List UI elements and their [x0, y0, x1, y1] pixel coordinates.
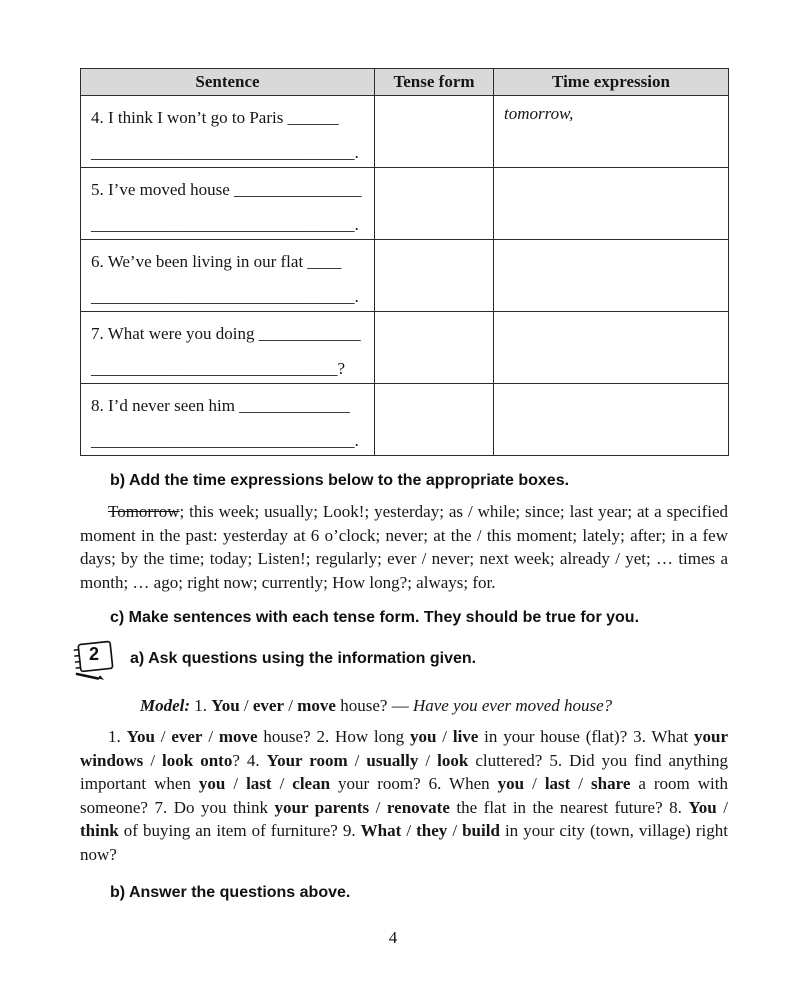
- time-expression-cell: tomorrow,: [494, 96, 729, 168]
- time-expressions-paragraph: Tomorrow; this week; usually; Look!; yesterday; as / while; since; last year; at a specified moment in the past: yesterday at 6 o’clock; never; at the / this moment; lately; after; in a few days; by the time; today; Listen!; regularly; ever / never; next week; already / yet; … times a month; … ago; right now; currently; How long?; always; for.: [80, 502, 728, 592]
- exercise-number: 2: [89, 644, 100, 664]
- table-row: [81, 240, 729, 312]
- table-row: [81, 312, 729, 384]
- model-example-line: Model: 1. You / ever / move house? — Have you ever moved house?: [140, 696, 613, 715]
- sentence-blank-line: _______________________________.: [91, 431, 359, 450]
- table-row: [81, 96, 729, 168]
- sentence-line1: 8. I’d never seen him _____________: [91, 396, 350, 415]
- sentence-cell: [81, 312, 375, 384]
- table-row: [81, 168, 729, 240]
- sentence-line1: 7. What were you doing ____________: [91, 324, 361, 343]
- sentence-blank-line: _______________________________.: [91, 287, 359, 306]
- column-header-time-expression: Time expression: [494, 69, 729, 96]
- table-header-row: [81, 69, 729, 96]
- tense-form-cell: [375, 384, 494, 456]
- time-expression-cell: [494, 240, 729, 312]
- sentence-blank-line: _______________________________.: [91, 143, 359, 162]
- tense-table: [80, 68, 729, 456]
- instruction-b-answer-questions: b) Answer the questions above.: [110, 884, 351, 901]
- sentence-cell: [81, 384, 375, 456]
- sentence-line1: 5. I’ve moved house _______________: [91, 180, 362, 199]
- sentence-cell: [81, 96, 375, 168]
- exercise-2-header: [80, 637, 728, 681]
- page-number: 4: [388, 928, 398, 947]
- sentence-cell: [81, 240, 375, 312]
- instruction-a-ask-questions: a) Ask questions using the information given.: [130, 650, 477, 667]
- time-expression-cell: [494, 168, 729, 240]
- column-header-tense-form: Tense form: [375, 69, 494, 96]
- tense-form-cell: [375, 168, 494, 240]
- instruction-b-add-time-expressions: b) Add the time expressions below to the appropriate boxes.: [110, 472, 570, 489]
- tense-form-cell: [375, 96, 494, 168]
- table-row: [81, 384, 729, 456]
- sentence-blank-line: _____________________________?: [91, 359, 346, 378]
- time-expression-cell: [494, 384, 729, 456]
- sentence-line1: 6. We’ve been living in our flat ____: [91, 252, 342, 271]
- page-content: [80, 0, 728, 902]
- tense-form-cell: [375, 240, 494, 312]
- time-expression-cell: [494, 312, 729, 384]
- column-header-sentence: Sentence: [81, 69, 375, 96]
- sentence-cell: [81, 168, 375, 240]
- instruction-c-make-sentences: c) Make sentences with each tense form. They should be true for you.: [110, 609, 640, 626]
- tense-form-cell: [375, 312, 494, 384]
- questions-paragraph: 1. You / ever / move house? 2. How long you / live in your house (flat)? 3. What your windows / look onto? 4. Your room / usually / look cluttered? 5. Did you find anything important when you / last / clean your room? 6. When you / last / share a room with someone? 7. Do you think your parents / renovate the flat in the nearest future? 8. You / think of buying an item of furniture? 9. What / they / build in your city (town, village) right now?: [80, 727, 728, 864]
- sentence-blank-line: _______________________________.: [91, 215, 359, 234]
- notebook-icon: [70, 637, 120, 681]
- sentence-line1: 4. I think I won’t go to Paris ______: [91, 108, 339, 127]
